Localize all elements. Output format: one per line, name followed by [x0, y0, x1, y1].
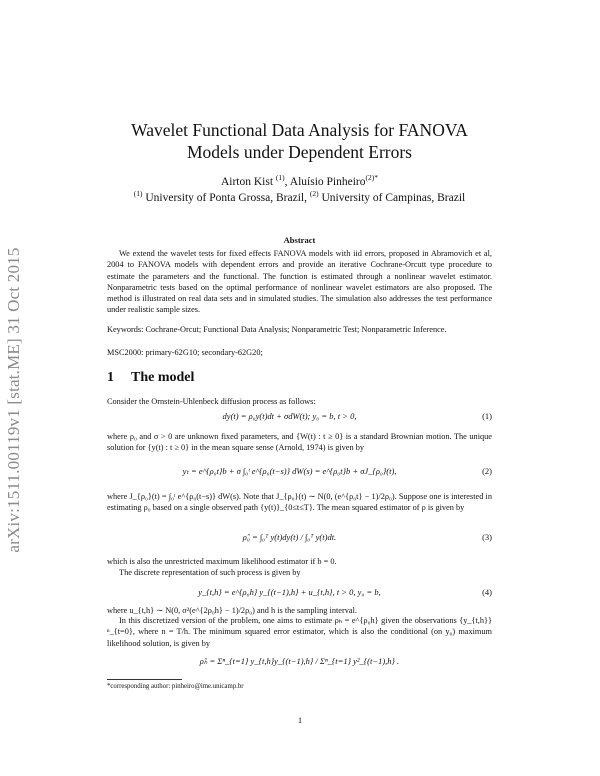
- author-1-mark: (1): [275, 173, 285, 182]
- section-title: The model: [131, 370, 195, 385]
- paper-title: Wavelet Functional Data Analysis for FANOVA Models under Dependent Errors: [131, 120, 468, 162]
- equation-2-number: (2): [482, 466, 492, 476]
- equation-4-number: (4): [482, 587, 492, 597]
- affiliation-2-mark: (2): [309, 189, 319, 198]
- equation-2: [107, 466, 492, 480]
- paragraph-7: In this discretized version of the problem, one aims to estimate ρₕ = e^{ρ₀h} given the observations {y_{t,h}}ⁿ_{t=0}, where n = T/h. The minimum squared error estimator, which is also the conditional (on y₀) maximum likelihood solution, is given by: [107, 616, 492, 648]
- author-separator: ,: [284, 175, 288, 188]
- equation-4: [107, 587, 492, 601]
- arxiv-stamp-text: arXiv:1511.00119v1 [stat.ME] 31 Oct 2015: [4, 247, 23, 553]
- msc-codes: MSC2000: primary-62G10; secondary-62G20;: [107, 348, 263, 357]
- paragraph-4: which is also the unrestricted maximum likelihood estimator if b = 0.: [107, 557, 337, 566]
- equation-1: [107, 411, 492, 425]
- paragraph-5: The discrete representation of such process is given by: [119, 568, 301, 577]
- paragraph-1: Consider the Ornstein-Uhlenbeck diffusion process as follows:: [107, 397, 316, 406]
- paragraph-3: where J_{ρ₀}(t) = ∫₀ᵗ e^{ρ₀(t−s)} dW(s). Note that J_{ρ₀}(t) ∼ N(0, (e^{ρ₀t} − 1)/2ρ₀). Suppose one is interested in estimating ρ₀ based on a single observed path {y(t)}_{0≤t≤T}. The mean squared estimator of ρ is given by: [107, 492, 492, 513]
- equation-3-number: (3): [482, 532, 492, 542]
- equation-5-body: ρ̂ₕ = Σⁿ_{t=1} y_{t,h}y_{(t−1),h} / Σⁿ_{t=1} y²_{(t−1),h} .: [199, 656, 400, 666]
- paragraph-6: where u_{t,h} ∼ N(0, σ²(e^{2ρ₀h} − 1)/2ρ₀) and h is the sampling interval.: [107, 606, 357, 615]
- equation-3-body: ρ̂₀ = ∫₀ᵀ y(t)dy(t) / ∫₀ᵀ y(t)dt.: [242, 532, 337, 542]
- paragraph-2: where ρ₀ and σ > 0 are unknown fixed parameters, and {W(t) : t ≥ 0} is a standard Brownian motion. The unique solution for {y(t) : t ≥ 0} in the mean square sense (Arnold, 1974) is given by: [107, 432, 492, 453]
- affiliation-1-mark: (1): [133, 189, 143, 198]
- page-number: 1: [297, 715, 303, 725]
- equation-1-number: (1): [482, 411, 492, 421]
- author-1: Airton Kist: [220, 175, 274, 188]
- abstract-text: We extend the wavelet tests for fixed effects FANOVA models with iid errors, proposed in Abramovich et al, 2004 to FANOVA models with dependent errors and provide an iterative Cochrane-Orcutt type procedure to estimate the parameters and the functional. The function is estimated through a nonlinear wavelet estimator. Nonparametric tests based on the optimal performance of nonlinear wavelet estimators are also proposed. The method is illustrated on real data sets and in simulated studies. The simulation also addresses the test performance under realistic sample sizes.: [107, 249, 492, 315]
- keywords: Keywords: Cochrane-Orcut; Functional Data Analysis; Nonparametric Test; Nonparametric Inference.: [107, 325, 447, 334]
- affiliation-1: University of Ponta Grossa, Brazil,: [145, 191, 307, 204]
- equation-1-body: dy(t) = ρ₀y(t)dt + σdW(t); y₀ = b, t > 0,: [222, 411, 357, 421]
- footnote-rule: [107, 679, 182, 680]
- abstract-heading: Abstract: [283, 235, 316, 245]
- affiliation-2: University of Campinas, Brazil: [321, 191, 466, 204]
- footnote: *corresponding author: pinheiro@ime.unicamp.br: [107, 683, 244, 690]
- affiliation-line: [107, 186, 492, 206]
- equation-3: [107, 532, 492, 546]
- author-2-mark: (2)*: [365, 173, 379, 182]
- equation-4-body: y_{t,h} = e^{ρ₀h} y_{(t−1),h} + u_{t,h}, t > 0, y₀ = b,: [198, 587, 381, 597]
- section-heading: [107, 370, 492, 386]
- author-2: Aluísio Pinheiro: [289, 175, 366, 188]
- arxiv-side-stamp: [2, 220, 26, 580]
- equation-2-body: yₜ = e^{ρ₀t}b + σ ∫₀ᵗ e^{ρ₀(t−s)} dW(s) = e^{ρ₀t}b + σJ_{ρ₀}(t),: [182, 466, 397, 476]
- section-number: 1: [107, 370, 114, 385]
- equation-5: [107, 656, 492, 670]
